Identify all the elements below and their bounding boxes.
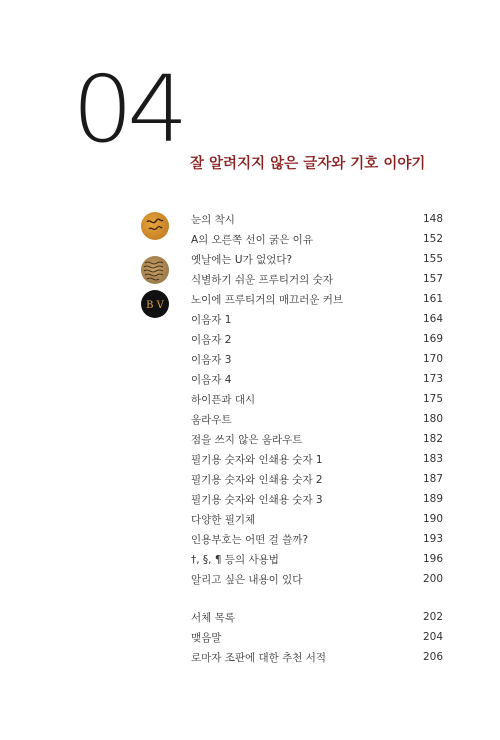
toc-entry-page: 183	[422, 453, 443, 465]
toc-entry-page: 157	[422, 273, 443, 285]
toc-entry-page: 187	[422, 473, 443, 485]
toc-entry[interactable]	[191, 409, 443, 429]
toc-entry[interactable]	[191, 349, 443, 369]
toc-entry-page: 152	[422, 233, 443, 245]
toc-entry-page: 200	[422, 573, 443, 585]
toc-entry-title: 점을 쓰지 않은 움라우트	[191, 433, 303, 446]
toc-entry[interactable]	[191, 509, 443, 529]
toc-entry[interactable]	[191, 607, 443, 627]
toc-entry-page: 190	[422, 513, 443, 525]
toc-entry-title: 인용부호는 어떤 걸 쓸까?	[191, 533, 309, 546]
toc-entry-page: 204	[422, 631, 443, 643]
handwriting-icon	[141, 256, 169, 284]
toc-entry-title: 하이픈과 대시	[191, 393, 256, 406]
toc-entry-page: 169	[422, 333, 443, 345]
toc-entry-title: 이음자 4	[191, 373, 232, 386]
toc-entry-page: 206	[422, 651, 443, 663]
toc-entry-page: 164	[422, 313, 443, 325]
toc-entry[interactable]	[191, 647, 443, 667]
toc-entry[interactable]	[191, 209, 443, 229]
toc-entry-page: 182	[422, 433, 443, 445]
toc-entry-title: 서체 목록	[191, 611, 235, 624]
bv-badge-thumbnail	[141, 290, 169, 318]
script-lettering-icon	[141, 212, 169, 240]
chapter-title: 잘 알려지지 않은 글자와 기호 이야기	[190, 156, 426, 172]
toc-entry-page: 180	[422, 413, 443, 425]
table-of-contents	[191, 209, 443, 667]
toc-entry[interactable]	[191, 249, 443, 269]
toc-entry[interactable]	[191, 289, 443, 309]
toc-entry[interactable]	[191, 549, 443, 569]
toc-gap	[191, 589, 443, 607]
toc-entry-page: 175	[422, 393, 443, 405]
toc-entry-page: 193	[422, 533, 443, 545]
toc-entry-title: 이음자 1	[191, 313, 232, 326]
toc-entry-title: 로마자 조판에 대한 추천 서적	[191, 651, 327, 664]
toc-entry-page: 170	[422, 353, 443, 365]
toc-entry[interactable]	[191, 469, 443, 489]
toc-main-list	[191, 209, 443, 589]
toc-entry-title: 필기용 숫자와 인쇄용 숫자 3	[191, 493, 323, 506]
toc-entry-title: 맺음말	[191, 631, 222, 644]
toc-entry-page: 173	[422, 373, 443, 385]
toc-entry[interactable]	[191, 229, 443, 249]
toc-entry[interactable]	[191, 329, 443, 349]
toc-entry-page: 148	[422, 213, 443, 225]
toc-entry-title: 노이에 프루티거의 매끄러운 커브	[191, 293, 344, 306]
toc-entry-title: A의 오른쪽 선이 굵은 이유	[191, 233, 313, 246]
cafe-sign-thumbnail	[141, 212, 169, 240]
toc-entry[interactable]	[191, 449, 443, 469]
toc-entry[interactable]	[191, 569, 443, 589]
toc-entry[interactable]	[191, 429, 443, 449]
handwriting-thumbnail	[141, 256, 169, 284]
chapter-number: 04	[72, 56, 183, 163]
toc-entry[interactable]	[191, 627, 443, 647]
toc-entry-title: 옛날에는 U가 없었다?	[191, 253, 293, 266]
toc-entry[interactable]	[191, 369, 443, 389]
toc-entry[interactable]	[191, 529, 443, 549]
toc-entry-title: †, §, ¶ 등의 사용법	[191, 553, 279, 566]
toc-entry-page: 202	[422, 611, 443, 623]
bv-badge-text: B V	[146, 300, 164, 311]
toc-entry-page: 189	[422, 493, 443, 505]
toc-entry-title: 움라우트	[191, 413, 232, 426]
toc-entry-page: 196	[422, 553, 443, 565]
toc-entry-title: 식별하기 쉬운 프루티거의 숫자	[191, 273, 333, 286]
toc-entry-page: 161	[422, 293, 443, 305]
toc-entry-title: 알리고 싶은 내용이 있다	[191, 573, 303, 586]
toc-appendix-list	[191, 607, 443, 667]
toc-entry-title: 눈의 착시	[191, 213, 235, 226]
toc-entry[interactable]	[191, 309, 443, 329]
toc-entry-title: 이음자 3	[191, 353, 232, 366]
toc-entry[interactable]	[191, 389, 443, 409]
toc-entry[interactable]	[191, 489, 443, 509]
toc-entry-title: 필기용 숫자와 인쇄용 숫자 1	[191, 453, 323, 466]
toc-entry[interactable]	[191, 269, 443, 289]
toc-entry-title: 필기용 숫자와 인쇄용 숫자 2	[191, 473, 323, 486]
toc-entry-title: 이음자 2	[191, 333, 232, 346]
toc-entry-title: 다양한 필기체	[191, 513, 256, 526]
toc-entry-page: 155	[422, 253, 443, 265]
